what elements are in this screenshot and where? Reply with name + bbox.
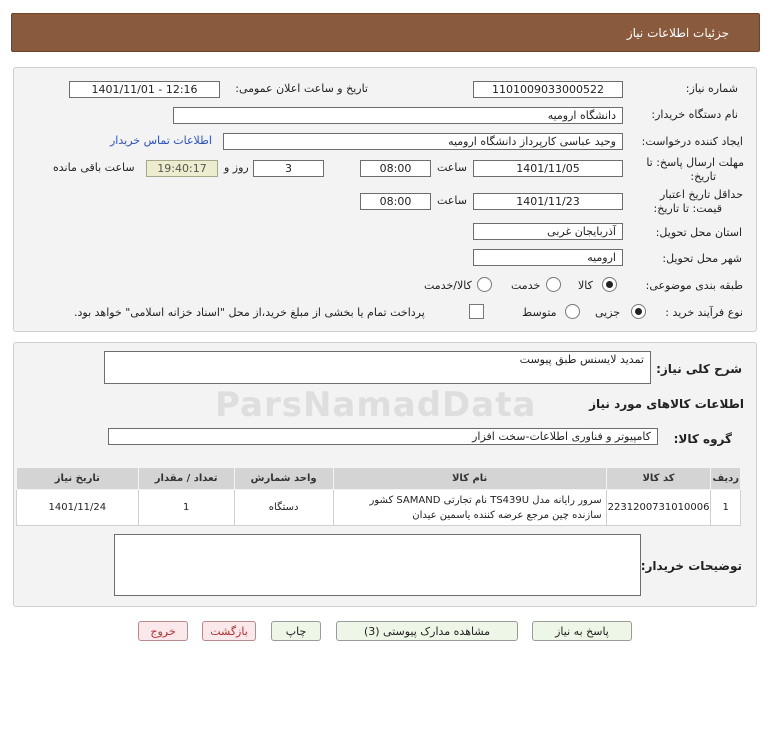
buyer-notes-field xyxy=(114,534,641,596)
process-radio-medium[interactable] xyxy=(565,304,580,319)
group-label: گروه کالا: xyxy=(673,432,732,446)
validity-label-date: قیمت: تا تاریخ: xyxy=(653,202,722,215)
page-title: جزئیات اطلاعات نیاز xyxy=(626,25,729,40)
summary-label: شرح کلی نیاز: xyxy=(656,362,742,376)
col-header-name: نام کالا xyxy=(333,468,606,490)
cell-date: 1401/11/24 xyxy=(17,490,139,526)
deadline-time-label: ساعت xyxy=(437,161,467,174)
city-label: شهر محل تحویل: xyxy=(662,252,742,265)
remaining-label: ساعت باقی مانده xyxy=(53,161,135,174)
category-option-service: خدمت xyxy=(511,279,541,292)
category-radio-service[interactable] xyxy=(546,277,561,292)
announce-field: 1401/11/01 - 12:16 xyxy=(69,81,220,98)
process-option-medium: متوسط xyxy=(522,306,557,319)
page-header xyxy=(11,13,760,52)
watermark-logo: ParsNamadData xyxy=(215,385,537,425)
cell-unit: دستگاه xyxy=(234,490,333,526)
col-header-qty: تعداد / مقدار xyxy=(138,468,234,490)
col-header-unit: واحد شمارش xyxy=(234,468,333,490)
treasury-payment-checkbox[interactable] xyxy=(469,304,484,319)
cell-qty: 1 xyxy=(138,490,234,526)
summary-field: تمدید لایسنس طبق پیوست xyxy=(104,351,651,384)
back-button[interactable]: بازگشت xyxy=(202,621,256,641)
table-row xyxy=(17,490,741,526)
category-option-goods-service: کالا/خدمت xyxy=(424,279,472,292)
province-label: استان محل تحویل: xyxy=(655,226,742,239)
days-remaining-field: 3 xyxy=(253,160,324,177)
col-header-index: ردیف xyxy=(711,468,741,490)
cell-name: سرور رایانه مدل TS439U نام تجارتی SAMAND کشور سازنده چین مرجع عرضه کننده یاسمین عیدان xyxy=(333,490,606,526)
print-button[interactable]: چاپ xyxy=(271,621,321,641)
category-radio-goods-service[interactable] xyxy=(477,277,492,292)
buyer-label: نام دستگاه خریدار: xyxy=(651,108,738,121)
deadline-date-field: 1401/11/05 xyxy=(473,160,623,177)
need-number-field: 1101009033000522 xyxy=(473,81,623,98)
process-radio-minor[interactable] xyxy=(631,304,646,319)
cell-index: 1 xyxy=(711,490,741,526)
process-label: نوع فرآیند خرید : xyxy=(665,306,743,319)
buyer-contact-link[interactable]: اطلاعات تماس خریدار xyxy=(110,134,212,147)
announce-label: تاریخ و ساعت اعلان عمومی: xyxy=(235,82,368,95)
col-header-code: کد کالا xyxy=(606,468,711,490)
deadline-label-date: تاریخ: xyxy=(690,170,716,183)
items-table xyxy=(16,467,741,526)
days-label: روز و xyxy=(224,161,249,174)
exit-button[interactable]: خروج xyxy=(138,621,188,641)
validity-label: حداقل تاریخ اعتبار xyxy=(659,188,743,201)
process-option-minor: جزیی xyxy=(595,306,621,319)
table-header-row xyxy=(17,468,741,490)
remaining-timer: 19:40:17 xyxy=(146,160,218,177)
validity-date-field: 1401/11/23 xyxy=(473,193,623,210)
validity-time-label: ساعت xyxy=(437,194,467,207)
deadline-label: مهلت ارسال پاسخ: تا xyxy=(646,156,744,169)
category-label: طبقه بندی موضوعی: xyxy=(645,279,743,292)
deadline-time-field: 08:00 xyxy=(360,160,431,177)
view-attachments-button[interactable]: مشاهده مدارک پیوستی (3) xyxy=(336,621,518,641)
treasury-payment-note: پرداخت تمام یا بخشی از مبلغ خرید،از محل "اسناد خزانه اسلامی" خواهد بود. xyxy=(74,306,425,319)
cell-code: 2231200731010006 xyxy=(606,490,711,526)
group-field: کامپیوتر و فناوری اطلاعات-سخت افزار xyxy=(108,428,658,445)
reply-to-need-button[interactable]: پاسخ به نیاز xyxy=(532,621,632,641)
need-number-label: شماره نیاز: xyxy=(685,82,738,95)
creator-field: وحید عباسی کارپرداز دانشگاه ارومیه xyxy=(223,133,623,150)
buyer-notes-label: توضیحات خریدار: xyxy=(640,559,742,573)
validity-time-field: 08:00 xyxy=(360,193,431,210)
category-option-goods: کالا xyxy=(578,279,593,292)
city-field: ارومیه xyxy=(473,249,623,266)
category-radio-goods[interactable] xyxy=(602,277,617,292)
province-field: آذربایجان غربی xyxy=(473,223,623,240)
buyer-field: دانشگاه ارومیه xyxy=(173,107,623,124)
creator-label: ایجاد کننده درخواست: xyxy=(641,135,743,148)
items-section-title: اطلاعات کالاهای مورد نیاز xyxy=(589,397,744,411)
col-header-date: تاریخ نیاز xyxy=(17,468,139,490)
